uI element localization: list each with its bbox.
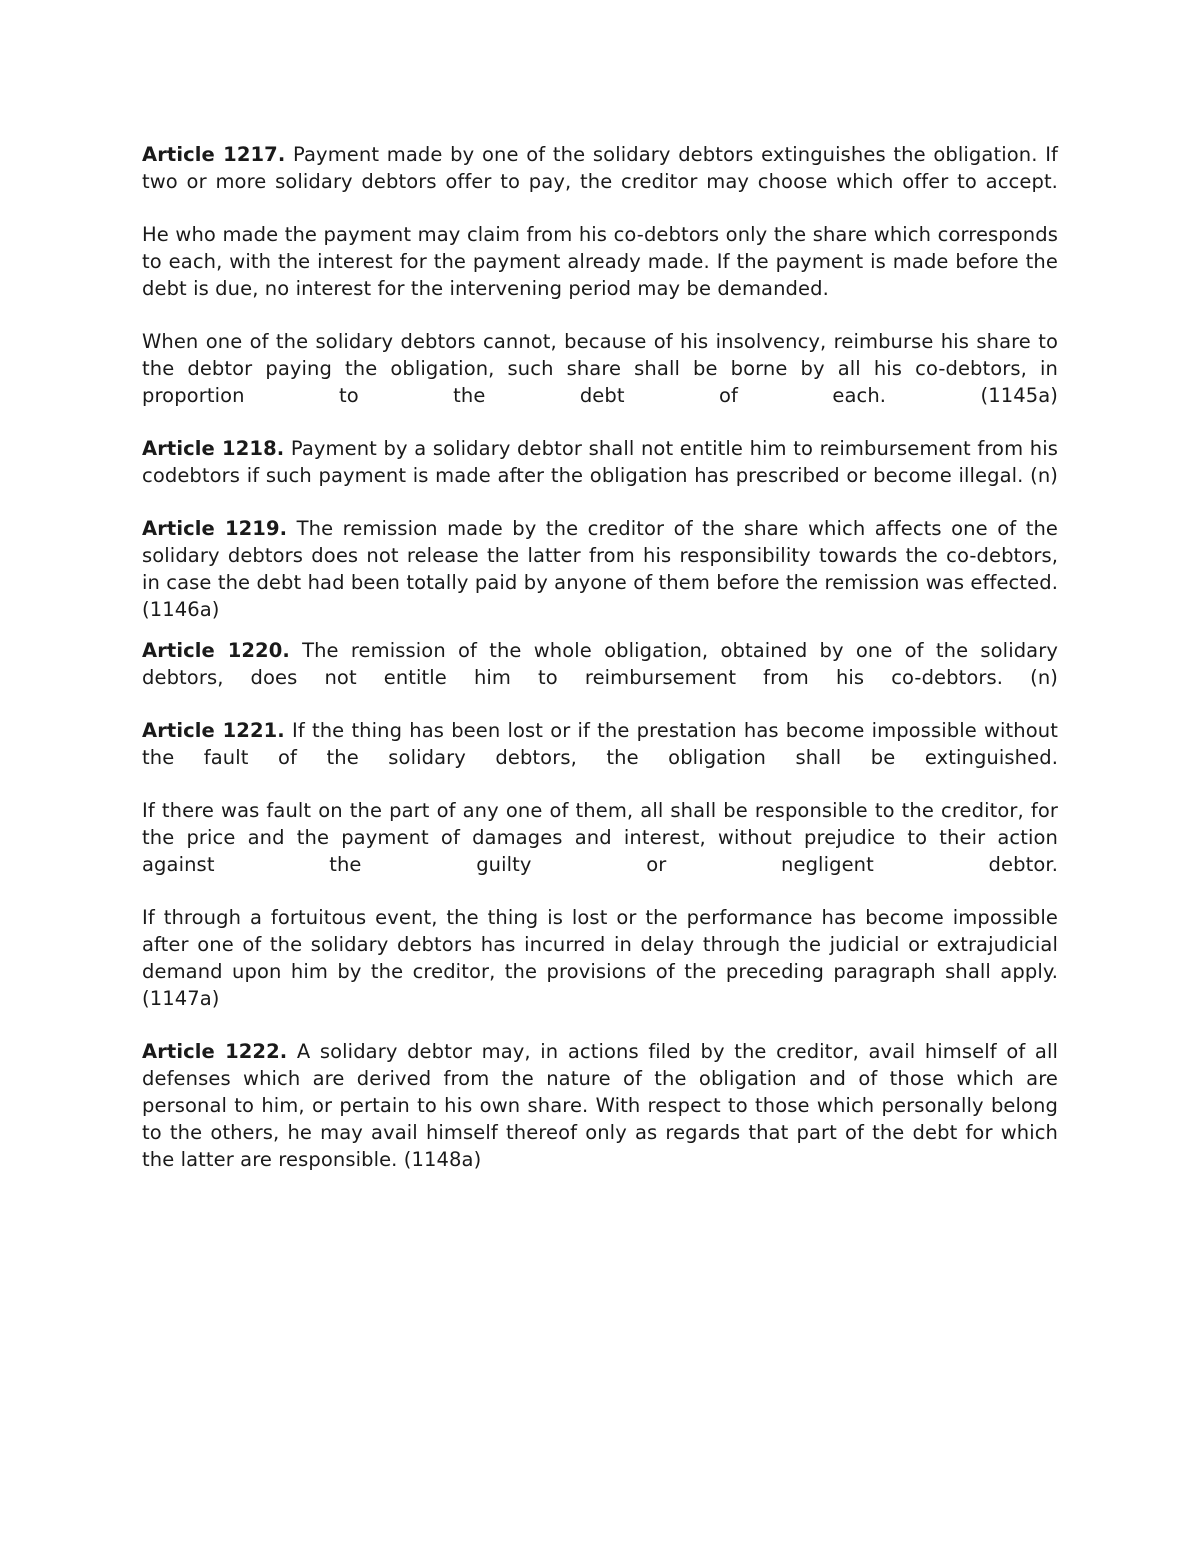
paragraph-1217-reimbursement — [142, 221, 1058, 302]
paragraph-article-1220 — [142, 637, 1058, 691]
paragraph-text: When one of the solidary debtors cannot, because of his insolvency, reimburse his share to the debtor paying the obligation, such share shall be borne by all his co-debtors, in proportion to the debt of each. (1145a) — [142, 330, 1058, 407]
paragraph-article-1218 — [142, 435, 1058, 489]
article-text: If the thing has been lost or if the prestation has become impossible without the fault of the solidary debtors, the obligation shall be extinguished. — [142, 719, 1059, 769]
article-title: Article 1222. — [142, 1040, 288, 1063]
article-text: Payment by a solidary debtor shall not entitle him to reimbursement from his codebtors if such payment is made after the obligation has prescribed or become illegal. (n) — [142, 437, 1058, 487]
article-title: Article 1217. — [142, 143, 286, 166]
paragraph-article-1219 — [142, 515, 1058, 623]
article-text: The remission made by the creditor of the share which affects one of the solidary debtors does not release the latter from his responsibility towards the co-debtors, in case the debt had been totally paid by anyone of them before the remission was effected. (1146a) — [142, 517, 1058, 621]
paragraph-1221-fault — [142, 797, 1058, 878]
paragraph-1221-fortuitous — [142, 904, 1058, 1012]
article-text: A solidary debtor may, in actions filed by the creditor, avail himself of all defenses which are derived from the nature of the obligation and of those which are personal to him, or pertain to his own share. With respect to those which personally belong to the others, he may avail himself thereof only as regards that part of the debt for which the latter are responsible. (1148a) — [142, 1040, 1059, 1171]
article-title: Article 1221. — [142, 719, 285, 742]
article-text: Payment made by one of the solidary debtors extinguishes the obligation. If two or more solidary debtors offer to pay, the creditor may choose which offer to accept. — [142, 143, 1059, 193]
document-page — [142, 141, 1058, 1199]
paragraph-text: If there was fault on the part of any one of them, all shall be responsible to the creditor, for the price and the payment of damages and interest, without prejudice to their action against the guilty or negligent debtor. — [142, 799, 1058, 876]
paragraph-article-1217 — [142, 141, 1058, 195]
article-title: Article 1219. — [142, 517, 288, 540]
article-title: Article 1218. — [142, 437, 285, 460]
paragraph-text: He who made the payment may claim from his co-debtors only the share which corresponds to each, with the interest for the payment already made. If the payment is made before the debt is due, no interest for the intervening period may be demanded. — [142, 223, 1058, 300]
paragraph-article-1221 — [142, 717, 1058, 771]
article-text: The remission of the whole obligation, obtained by one of the solidary debtors, does not entitle him to reimbursement from his co-debtors. (n) — [142, 639, 1058, 689]
paragraph-article-1222 — [142, 1038, 1058, 1173]
article-title: Article 1220. — [142, 639, 290, 662]
paragraph-1217-insolvency — [142, 328, 1058, 409]
paragraph-text: If through a fortuitous event, the thing is lost or the performance has become impossible after one of the solidary debtors has incurred in delay through the judicial or extrajudicial demand upon him by the creditor, the provisions of the preceding paragraph shall apply. (1147a) — [142, 906, 1058, 1010]
